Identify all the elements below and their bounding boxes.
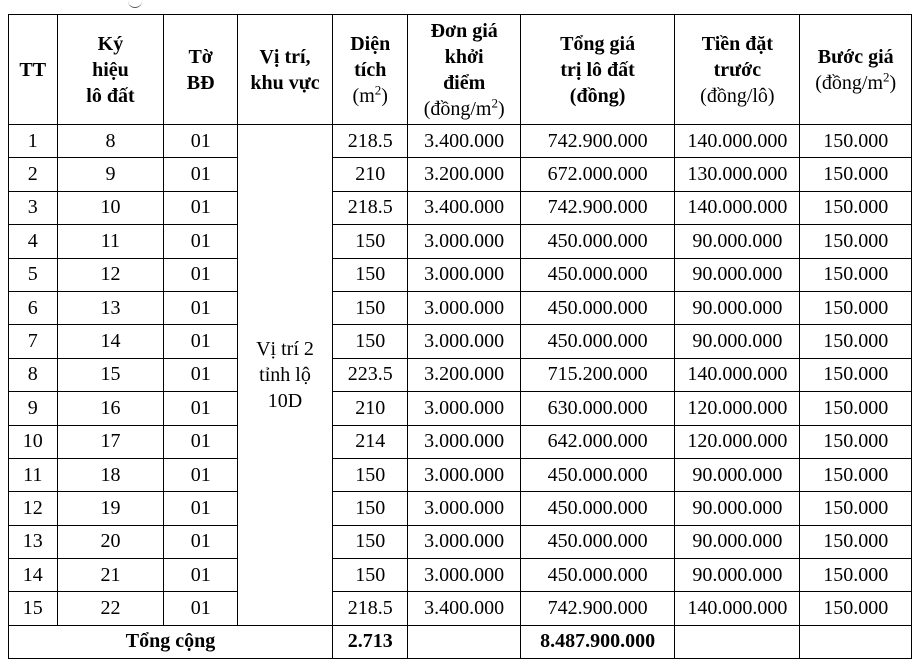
cell-don-gia: 3.000.000 [408, 392, 520, 425]
header-tong-gia: Tổng giá trị lô đất (đồng) [520, 15, 674, 125]
cell-tien-dat: 140.000.000 [675, 125, 800, 158]
cell-ky-hieu: 9 [57, 158, 164, 191]
cell-buoc-gia: 150.000 [800, 559, 912, 592]
cell-don-gia: 3.000.000 [408, 291, 520, 324]
cell-dien-tich: 150 [332, 225, 408, 258]
cell-tt: 8 [9, 358, 58, 391]
table-header [9, 15, 912, 125]
cell-ky-hieu: 18 [57, 458, 164, 491]
location-line: tỉnh lộ [259, 363, 311, 386]
cell-to-bd: 01 [164, 325, 238, 358]
cell-tien-dat: 120.000.000 [675, 392, 800, 425]
cell-don-gia: 3.000.000 [408, 492, 520, 525]
cell-dien-tich: 210 [332, 158, 408, 191]
table-row [9, 425, 912, 458]
location-line: 10D [267, 389, 303, 412]
cell-to-bd: 01 [164, 291, 238, 324]
cell-buoc-gia: 150.000 [800, 191, 912, 224]
cell-to-bd: 01 [164, 592, 238, 625]
cell-tt: 15 [9, 592, 58, 625]
header-tt: TT [9, 15, 58, 125]
cell-tien-dat: 90.000.000 [675, 458, 800, 491]
cell-to-bd: 01 [164, 358, 238, 391]
page-edge-mark [128, 0, 142, 8]
table-row [9, 559, 912, 592]
cell-to-bd: 01 [164, 258, 238, 291]
cell-tt: 7 [9, 325, 58, 358]
cell-tong-gia: 742.900.000 [520, 125, 674, 158]
table-row [9, 125, 912, 158]
table-row [9, 191, 912, 224]
cell-tong-gia: 450.000.000 [520, 225, 674, 258]
cell-dien-tich: 210 [332, 392, 408, 425]
cell-to-bd: 01 [164, 425, 238, 458]
cell-tt: 2 [9, 158, 58, 191]
cell-tien-dat: 140.000.000 [675, 592, 800, 625]
cell-to-bd: 01 [164, 492, 238, 525]
cell-tong-gia: 450.000.000 [520, 325, 674, 358]
cell-ky-hieu: 17 [57, 425, 164, 458]
cell-tt: 14 [9, 559, 58, 592]
header-don-gia: Đơn giá khởi điểm $(đồng/m^2)$ [408, 15, 520, 125]
table-row [9, 225, 912, 258]
cell-tien-dat: 90.000.000 [675, 258, 800, 291]
cell-dien-tich: 218.5 [332, 592, 408, 625]
header-to-bd: Tờ BĐ [164, 15, 238, 125]
cell-tong-gia: 450.000.000 [520, 291, 674, 324]
cell-buoc-gia: 150.000 [800, 492, 912, 525]
cell-tong-gia: 450.000.000 [520, 559, 674, 592]
cell-tt: 10 [9, 425, 58, 458]
cell-buoc-gia: 150.000 [800, 225, 912, 258]
table-row [9, 291, 912, 324]
table-body [9, 125, 912, 626]
cell-tong-gia: 715.200.000 [520, 358, 674, 391]
cell-tong-gia: 450.000.000 [520, 458, 674, 491]
table-row [9, 358, 912, 391]
cell-buoc-gia: 150.000 [800, 525, 912, 558]
total-dien-tich: 2.713 [332, 625, 408, 658]
cell-ky-hieu: 19 [57, 492, 164, 525]
table-row [9, 325, 912, 358]
cell-dien-tich: 150 [332, 559, 408, 592]
total-tien-dat-empty [675, 625, 800, 658]
cell-buoc-gia: 150.000 [800, 458, 912, 491]
cell-ky-hieu: 10 [57, 191, 164, 224]
cell-to-bd: 01 [164, 392, 238, 425]
cell-tong-gia: 450.000.000 [520, 525, 674, 558]
cell-ky-hieu: 21 [57, 559, 164, 592]
cell-dien-tich: 150 [332, 525, 408, 558]
table-row [9, 258, 912, 291]
cell-tien-dat: 140.000.000 [675, 358, 800, 391]
cell-buoc-gia: 150.000 [800, 392, 912, 425]
cell-tien-dat: 90.000.000 [675, 559, 800, 592]
cell-tong-gia: 642.000.000 [520, 425, 674, 458]
header-tien-dat: Tiền đặt trước (đồng/lô) [675, 15, 800, 125]
cell-tong-gia: 450.000.000 [520, 258, 674, 291]
cell-buoc-gia: 150.000 [800, 425, 912, 458]
cell-tien-dat: 90.000.000 [675, 291, 800, 324]
table-row [9, 592, 912, 625]
total-buoc-gia-empty [800, 625, 912, 658]
cell-tong-gia: 742.900.000 [520, 191, 674, 224]
cell-ky-hieu: 12 [57, 258, 164, 291]
header-dien-tich: Diện tích $(m^2)$ [332, 15, 408, 125]
cell-tong-gia: 672.000.000 [520, 158, 674, 191]
cell-don-gia: 3.400.000 [408, 191, 520, 224]
cell-tong-gia: 450.000.000 [520, 492, 674, 525]
cell-buoc-gia: 150.000 [800, 258, 912, 291]
cell-to-bd: 01 [164, 191, 238, 224]
document-page [8, 14, 912, 659]
cell-buoc-gia: 150.000 [800, 325, 912, 358]
cell-dien-tich: 150 [332, 258, 408, 291]
cell-dien-tich: 214 [332, 425, 408, 458]
cell-tien-dat: 90.000.000 [675, 525, 800, 558]
cell-don-gia: 3.000.000 [408, 425, 520, 458]
cell-ky-hieu: 15 [57, 358, 164, 391]
cell-tt: 11 [9, 458, 58, 491]
cell-dien-tich: 150 [332, 291, 408, 324]
cell-tien-dat: 90.000.000 [675, 492, 800, 525]
cell-tien-dat: 120.000.000 [675, 425, 800, 458]
cell-ky-hieu: 8 [57, 125, 164, 158]
cell-to-bd: 01 [164, 525, 238, 558]
cell-don-gia: 3.000.000 [408, 559, 520, 592]
cell-to-bd: 01 [164, 125, 238, 158]
header-ky-hieu: Ký hiệu lô đất [57, 15, 164, 125]
cell-to-bd: 01 [164, 458, 238, 491]
cell-buoc-gia: 150.000 [800, 125, 912, 158]
header-vi-tri: Vị trí, khu vực [238, 15, 333, 125]
cell-tt: 5 [9, 258, 58, 291]
cell-tt: 6 [9, 291, 58, 324]
total-label: Tổng cộng [9, 625, 333, 658]
cell-tt: 13 [9, 525, 58, 558]
total-don-gia-empty [408, 625, 520, 658]
cell-don-gia: 3.400.000 [408, 592, 520, 625]
cell-don-gia: 3.000.000 [408, 458, 520, 491]
cell-tt: 3 [9, 191, 58, 224]
cell-buoc-gia: 150.000 [800, 358, 912, 391]
cell-to-bd: 01 [164, 225, 238, 258]
total-tong-gia: 8.487.900.000 [520, 625, 674, 658]
cell-dien-tich: 223.5 [332, 358, 408, 391]
table-row [9, 458, 912, 491]
cell-buoc-gia: 150.000 [800, 291, 912, 324]
cell-dien-tich: 218.5 [332, 125, 408, 158]
cell-tt: 4 [9, 225, 58, 258]
table-row [9, 492, 912, 525]
cell-dien-tich: 150 [332, 492, 408, 525]
cell-don-gia: 3.000.000 [408, 225, 520, 258]
cell-to-bd: 01 [164, 559, 238, 592]
total-row [9, 625, 912, 658]
land-lot-table [8, 14, 912, 659]
cell-don-gia: 3.400.000 [408, 125, 520, 158]
cell-buoc-gia: 150.000 [800, 592, 912, 625]
cell-tien-dat: 140.000.000 [675, 191, 800, 224]
cell-don-gia: 3.200.000 [408, 158, 520, 191]
cell-tt: 9 [9, 392, 58, 425]
cell-tt: 12 [9, 492, 58, 525]
cell-tien-dat: 90.000.000 [675, 325, 800, 358]
header-buoc-gia: Bước giá $(đồng/m^2)$ [800, 15, 912, 125]
cell-dien-tich: 150 [332, 325, 408, 358]
table-footer [9, 625, 912, 658]
cell-ky-hieu: 11 [57, 225, 164, 258]
cell-tien-dat: 90.000.000 [675, 225, 800, 258]
cell-don-gia: 3.200.000 [408, 358, 520, 391]
cell-tien-dat: 130.000.000 [675, 158, 800, 191]
cell-don-gia: 3.000.000 [408, 258, 520, 291]
cell-to-bd: 01 [164, 158, 238, 191]
cell-tong-gia: 742.900.000 [520, 592, 674, 625]
cell-ky-hieu: 13 [57, 291, 164, 324]
cell-ky-hieu: 20 [57, 525, 164, 558]
cell-buoc-gia: 150.000 [800, 158, 912, 191]
location-cell [238, 125, 333, 626]
table-row [9, 392, 912, 425]
cell-ky-hieu: 16 [57, 392, 164, 425]
cell-tong-gia: 630.000.000 [520, 392, 674, 425]
cell-tt: 1 [9, 125, 58, 158]
cell-dien-tich: 218.5 [332, 191, 408, 224]
cell-don-gia: 3.000.000 [408, 525, 520, 558]
location-line: Vị trí 2 [256, 337, 314, 360]
cell-don-gia: 3.000.000 [408, 325, 520, 358]
table-row [9, 158, 912, 191]
cell-dien-tich: 150 [332, 458, 408, 491]
table-row [9, 525, 912, 558]
cell-ky-hieu: 14 [57, 325, 164, 358]
cell-ky-hieu: 22 [57, 592, 164, 625]
